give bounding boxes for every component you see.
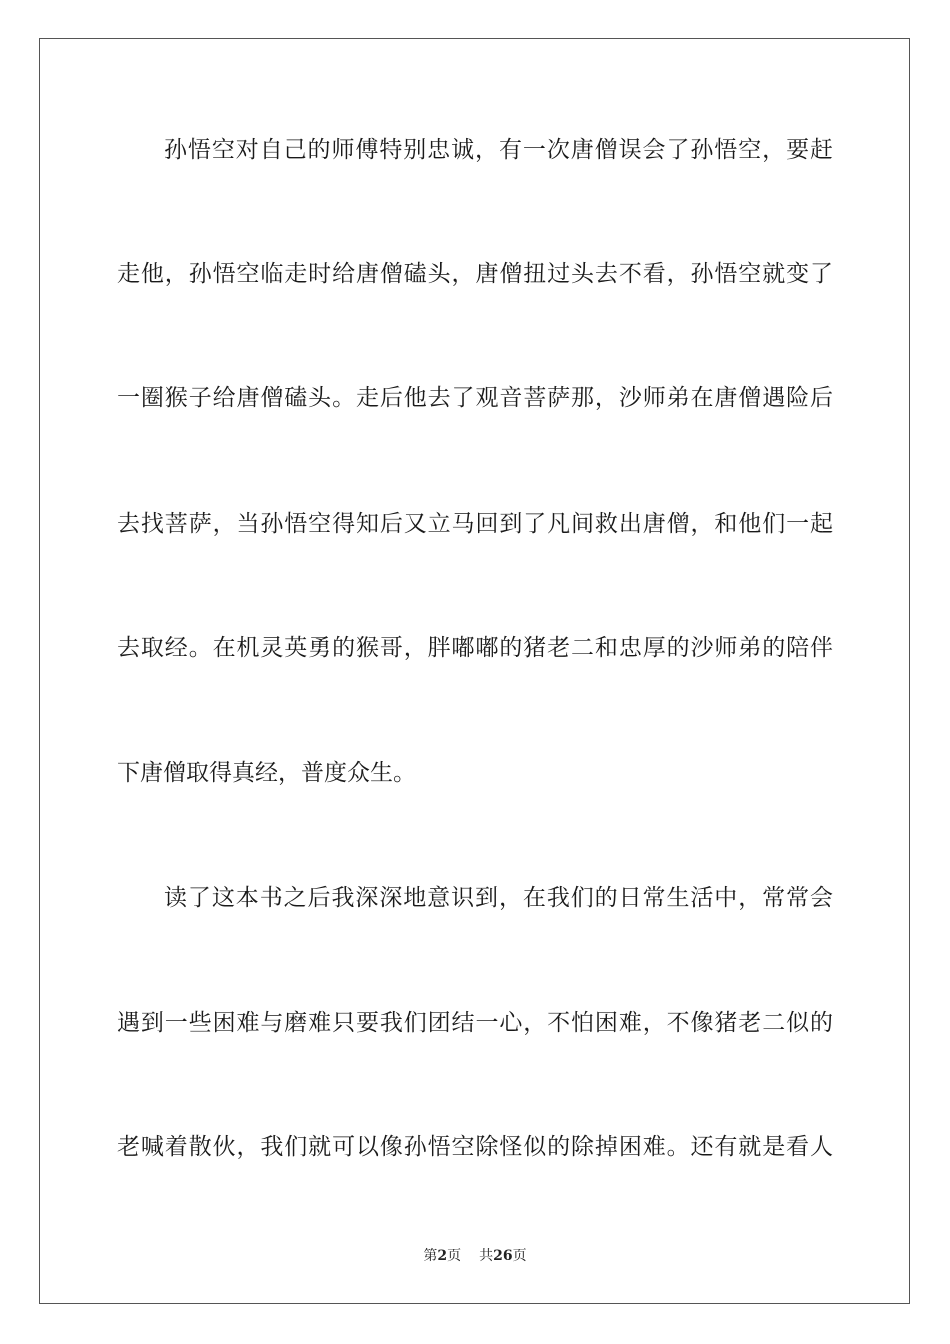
paragraph-line: 去取经。在机灵英勇的猴哥，胖嘟嘟的猪老二和忠厚的沙师弟的陪伴 (117, 635, 833, 661)
page-suffix: 页 (447, 1248, 462, 1264)
paragraph-line: 下唐僧取得真经，普度众生。 (117, 760, 416, 786)
page-footer (0, 1247, 950, 1265)
paragraph-line: 遇到一些困难与磨难只要我们团结一心，不怕困难，不像猪老二似的 (117, 1010, 833, 1036)
page-prefix: 第 (423, 1248, 438, 1264)
current-page-number: 2 (437, 1248, 448, 1264)
paragraph-line: 去找菩萨，当孙悟空得知后又立马回到了凡间救出唐僧，和他们一起 (117, 511, 833, 537)
paragraph-line: 一圈猴子给唐僧磕头。走后他去了观音菩萨那，沙师弟在唐僧遇险后 (117, 385, 833, 411)
total-suffix: 页 (512, 1248, 527, 1264)
paragraph-line: 孙悟空对自己的师傅特别忠诚，有一次唐僧误会了孙悟空，要赶 (164, 137, 833, 163)
paragraph-line: 读了这本书之后我深深地意识到，在我们的日常生活中，常常会 (164, 885, 833, 911)
paragraph-line: 走他，孙悟空临走时给唐僧磕头，唐僧扭过头去不看，孙悟空就变了 (117, 261, 833, 287)
page-border (39, 38, 910, 1304)
paragraph-line: 老喊着散伙，我们就可以像孙悟空除怪似的除掉困难。还有就是看人 (117, 1134, 833, 1160)
total-prefix: 共 (479, 1248, 494, 1264)
total-pages-number: 26 (493, 1248, 513, 1264)
